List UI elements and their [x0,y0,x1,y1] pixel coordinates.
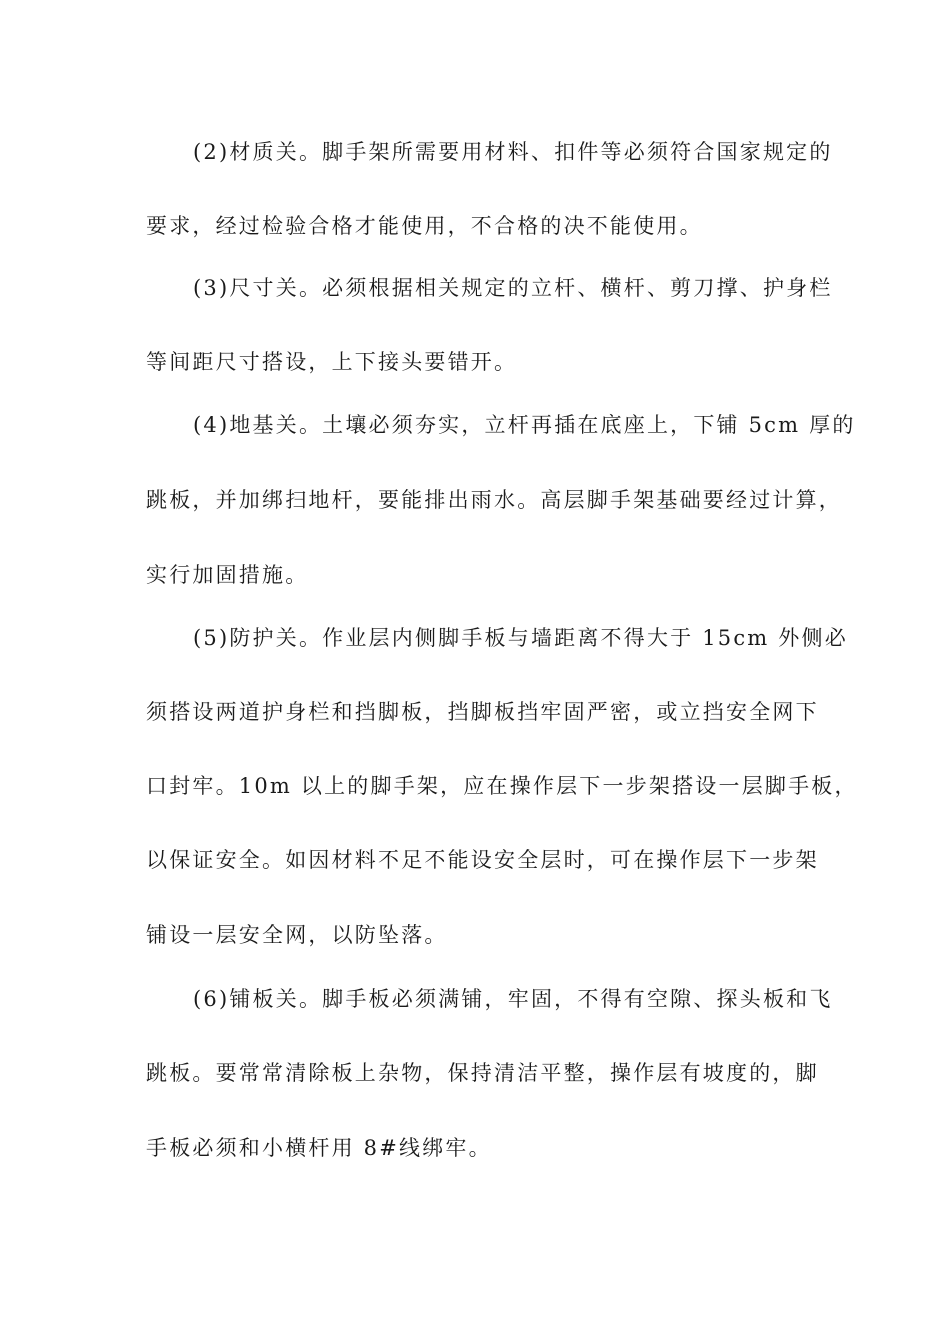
paragraph-6-line-1: (6)铺板关。脚手板必须满铺，牢固，不得有空隙、探头板和飞 [193,987,833,1011]
paragraph-4-line-1: (4)地基关。土壤必须夯实，立杆再插在底座上，下铺 5cm 厚的 [193,413,856,437]
paragraph-4-line-2: 跳板，并加绑扫地杆，要能排出雨水。高层脚手架基础要经过计算， [146,488,842,512]
paragraph-6-line-3: 手板必须和小横杆用 8#线绑牢。 [146,1136,492,1160]
paragraph-5-line-3: 口封牢。10m 以上的脚手架，应在操作层下一步架搭设一层脚手板， [146,774,858,798]
paragraph-5-line-1: (5)防护关。作业层内侧脚手板与墙距离不得大于 15cm 外侧必 [193,626,848,650]
paragraph-4-line-3: 实行加固措施。 [146,563,309,587]
paragraph-6-line-2: 跳板。要常常清除板上杂物，保持清洁平整，操作层有坡度的，脚 [146,1061,819,1085]
paragraph-3-line-2: 等间距尺寸搭设，上下接头要错开。 [146,350,518,374]
paragraph-5-line-5: 铺设一层安全网，以防坠落。 [146,923,448,947]
paragraph-2-line-1: (2)材质关。脚手架所需要用材料、扣件等必须符合国家规定的 [193,140,833,164]
paragraph-5-line-4: 以保证安全。如因材料不足不能设安全层时，可在操作层下一步架 [146,848,819,872]
paragraph-2-line-2: 要求，经过检验合格才能使用，不合格的决不能使用。 [146,214,703,238]
paragraph-5-line-2: 须搭设两道护身栏和挡脚板，挡脚板挡牢固严密，或立挡安全网下 [146,700,819,724]
paragraph-3-line-1: (3)尺寸关。必须根据相关规定的立杆、横杆、剪刀撑、护身栏 [193,276,833,300]
